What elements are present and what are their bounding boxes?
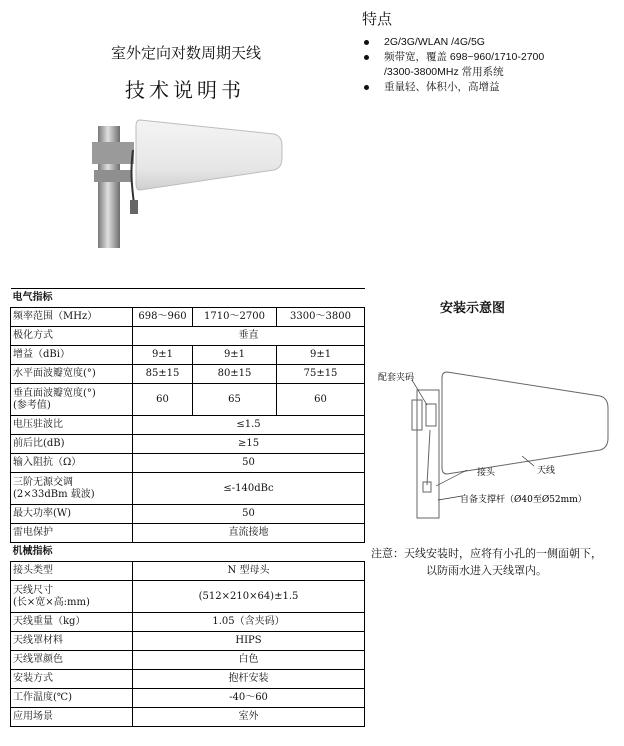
feature-item: 频带宽，覆盖 698~960/1710-2700 (362, 50, 544, 65)
section-heading: 电气指标 (11, 289, 133, 308)
table-row: 接头类型 N 型母头 (11, 562, 365, 581)
pole-label: 自备支撑杆（Ø40至Ø52mm） (460, 495, 587, 505)
antenna-product-photo (88, 112, 288, 252)
install-diagram (372, 360, 622, 520)
table-row: 应用场景 室外 (11, 708, 365, 727)
table-row (11, 289, 365, 308)
bullet-icon (364, 85, 369, 90)
table-row: 三阶无源交调 (2×33dBm 载波) ≤-140dBc (11, 473, 365, 505)
clamp-label: 配套夹码 (378, 373, 415, 383)
table-row: 最大功率(W) 50 (11, 505, 365, 524)
bullet-icon (364, 40, 369, 45)
table-row: 天线罩材料 HIPS (11, 632, 365, 651)
install-note-line2: 以防雨水进入天线罩内。 (426, 564, 547, 577)
table-row: 电压驻波比 ≤1.5 (11, 416, 365, 435)
install-heading: 安装示意图 (440, 301, 506, 316)
feature-item: /3300-3800MHz 常用系统 (384, 66, 504, 78)
table-row: 安装方式 抱杆安装 (11, 670, 365, 689)
features-heading: 特点 (362, 10, 393, 28)
table-row: 工作温度(℃) -40～60 (11, 689, 365, 708)
table-row: 天线罩颜色 白色 (11, 651, 365, 670)
install-note-line1: 注意：天线安装时，应将有小孔的一侧面朝下， (371, 547, 602, 560)
table-row: 频率范围（MHz） 698～960 1710～2700 3300～3800 (11, 308, 365, 327)
table-row: 输入阻抗（Ω） 50 (11, 454, 365, 473)
features-list (362, 35, 544, 95)
table-row: 极化方式 垂直 (11, 327, 365, 346)
section-heading: 机械指标 (11, 543, 133, 562)
table-row (11, 543, 365, 562)
table-row: 垂直面波瓣宽度(°) (参考值) 60 65 60 (11, 384, 365, 416)
table-row: 水平面波瓣宽度(°) 85±15 80±15 75±15 (11, 365, 365, 384)
table-row: 雷电保护 直流接地 (11, 524, 365, 543)
feature-item: 重量轻、体积小，高增益 (362, 80, 544, 95)
table-row: 天线尺寸 (长×宽×高:mm) (512×210×64)±1.5 (11, 581, 365, 613)
feature-item: 2G/3G/WLAN /4G/5G (362, 35, 544, 50)
doc-title-line1: 室外定向对数周期天线 (110, 44, 261, 62)
bullet-icon (364, 55, 369, 60)
doc-title-line2: 技术说明书 (125, 78, 245, 102)
table-row: 前后比(dB) ≥15 (11, 435, 365, 454)
antenna-label: 天线 (537, 466, 556, 476)
connector-label: 接头 (477, 468, 496, 478)
table-row: 天线重量（kg） 1.05（含夹码） (11, 613, 365, 632)
table-row: 增益（dBi） 9±1 9±1 9±1 (11, 346, 365, 365)
spec-table (10, 288, 365, 727)
